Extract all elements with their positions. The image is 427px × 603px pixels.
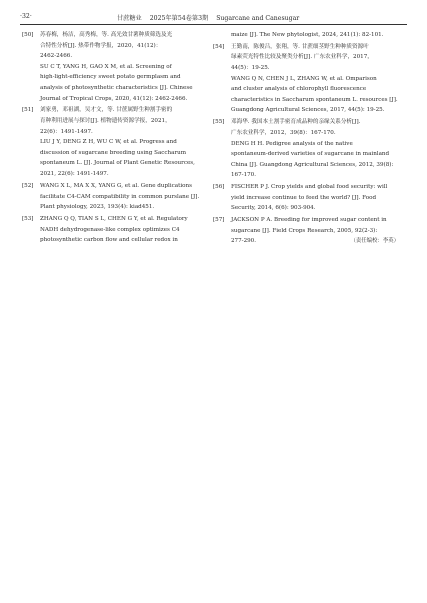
references-right-column xyxy=(213,30,399,248)
reference-line: 合特性分析[J]. 热带作物学报，2020，41(12)： xyxy=(40,42,162,49)
reference-line: 277-290. （责任编校：李英） xyxy=(231,236,399,247)
reference-item xyxy=(213,30,399,41)
reference-line: maize [J]. The New phytologist, 2024, 241(1): 82-101. xyxy=(231,32,384,38)
reference-line: Journal of Tropical Crops, 2020, 41(12): 2462-2466. xyxy=(40,95,188,102)
reference-line: high-light-efficiency sweet potato germplasm and xyxy=(40,74,181,81)
editor-note: （责任编校：李英） xyxy=(350,238,399,245)
reference-line: SU C T, YANG H, GAO X M, et al. Screening of xyxy=(40,63,172,70)
reference-line: 44(5)：19-25. xyxy=(231,65,270,72)
reference-line: FISCHER P J. Crop yields and global food security: will xyxy=(231,184,388,191)
reference-number: [50] xyxy=(22,32,34,38)
reference-line: 邓海华. 我国本土割手密育成品种的亲缘关系分析[J]. xyxy=(231,119,361,126)
reference-line: discussion of sugarcane breeding using Saccharum xyxy=(40,149,187,156)
reference-line: 绿素荧光特性比较及聚类分析[J]. 广东农业科学，2017， xyxy=(231,54,373,61)
page-number: ·32· xyxy=(20,13,32,20)
reference-line: DENG H H. Pedigree analysis of the native xyxy=(231,140,353,147)
reference-line: Security, 2014, 6(6): 903-904. xyxy=(231,205,316,212)
reference-line: 2462-2466. xyxy=(40,53,73,60)
reference-number: [55] xyxy=(213,119,225,126)
reference-item xyxy=(22,214,208,246)
journal-title-en: Sugarcane and Canesugar xyxy=(216,15,300,22)
reference-number: [52] xyxy=(22,182,34,189)
reference-line: 22(6)：1491-1497. xyxy=(40,128,93,135)
reference-line: 167-170. xyxy=(231,172,257,179)
reference-line: 刘家勇，邓祖湖，吴才文，等. 甘蔗属野生种割手密的 xyxy=(40,107,173,114)
reference-line: 育种利用进展与探讨[J]. 植物遗传资源学报，2021， xyxy=(40,118,171,125)
reference-number: [56] xyxy=(213,184,225,191)
reference-line: 2021, 22(6): 1491-1497. xyxy=(40,171,109,178)
journal-info xyxy=(117,13,305,22)
reference-line: WANG Q N, CHEN J L, ZHANG W, et al. Omparison xyxy=(231,75,377,82)
references-left-column xyxy=(22,30,208,247)
reference-number: [54] xyxy=(213,43,225,50)
reference-line: Guangdong Agricultural Sciences, 2017, 44(5): 19-25. xyxy=(231,107,385,114)
reference-item xyxy=(213,215,399,247)
reference-item xyxy=(22,105,208,179)
reference-line: China [J]. Guangdong Agricultural Sciences, 2012, 39(8): xyxy=(231,161,394,168)
reference-line: analysis of photosynthetic characteristics [J]. Chinese xyxy=(40,84,193,91)
reference-line: characteristics in Saccharum spontaneum L. resources [J]. xyxy=(231,96,398,103)
reference-line: ZHANG Q Q, TIAN S L, CHEN G Y, et al. Regulatory xyxy=(40,215,188,222)
reference-item xyxy=(213,42,399,116)
reference-item xyxy=(213,117,399,181)
issue-info: 2025年第54卷第3期 xyxy=(149,15,209,22)
reference-item xyxy=(22,181,208,213)
reference-line: yield increase continue to feed the world? [J]. Food xyxy=(231,194,377,201)
reference-line: and cluster analysis of chlorophyll fluorescence xyxy=(231,86,367,93)
reference-line: spontaneum L. [J]. Journal of Plant Genetic Resources, xyxy=(40,160,195,167)
reference-line: 广东农业科学，2012，39(8)：167-170. xyxy=(231,129,336,136)
reference-line: NADH dehydrogenase-like complex optimizes C4 xyxy=(40,226,180,233)
reference-number: [51] xyxy=(22,107,34,114)
reference-line: 苏春梅，杨洁，高秀梅，等. 高光效甘薯种质筛选及光 xyxy=(40,32,173,38)
reference-line: facilitate C4-CAM compatibility in common purslane [J]. xyxy=(40,193,200,200)
reference-number: [57] xyxy=(213,217,225,224)
header-rule xyxy=(20,24,407,25)
reference-item xyxy=(213,182,399,214)
reference-line: spontaneum-derived varieties of sugarcane in mainland xyxy=(231,151,390,158)
reference-line: JACKSON P A. Breeding for improved sugar content in xyxy=(231,217,387,224)
journal-title-cn: 甘蔗糖业 xyxy=(117,15,142,22)
reference-line: 王勤南，陈俊吕，张翔，等. 甘蔗细茎野生种种质资源叶 xyxy=(231,43,369,50)
reference-line: sugarcane [J]. Field Crops Research, 2005, 92(2-3): xyxy=(231,227,378,234)
reference-line: LIU J Y, DENG Z H, WU C W, et al. Progress and xyxy=(40,139,177,146)
reference-number: [53] xyxy=(22,215,34,222)
reference-line: photosynthetic carbon flow and cellular redox in xyxy=(40,237,178,244)
reference-line: Plant physiology, 2023, 193(4): kiad451. xyxy=(40,204,155,211)
reference-line: WANG X L, MA X X, YANG G, et al. Gene duplications xyxy=(40,182,192,189)
reference-item xyxy=(22,30,208,104)
